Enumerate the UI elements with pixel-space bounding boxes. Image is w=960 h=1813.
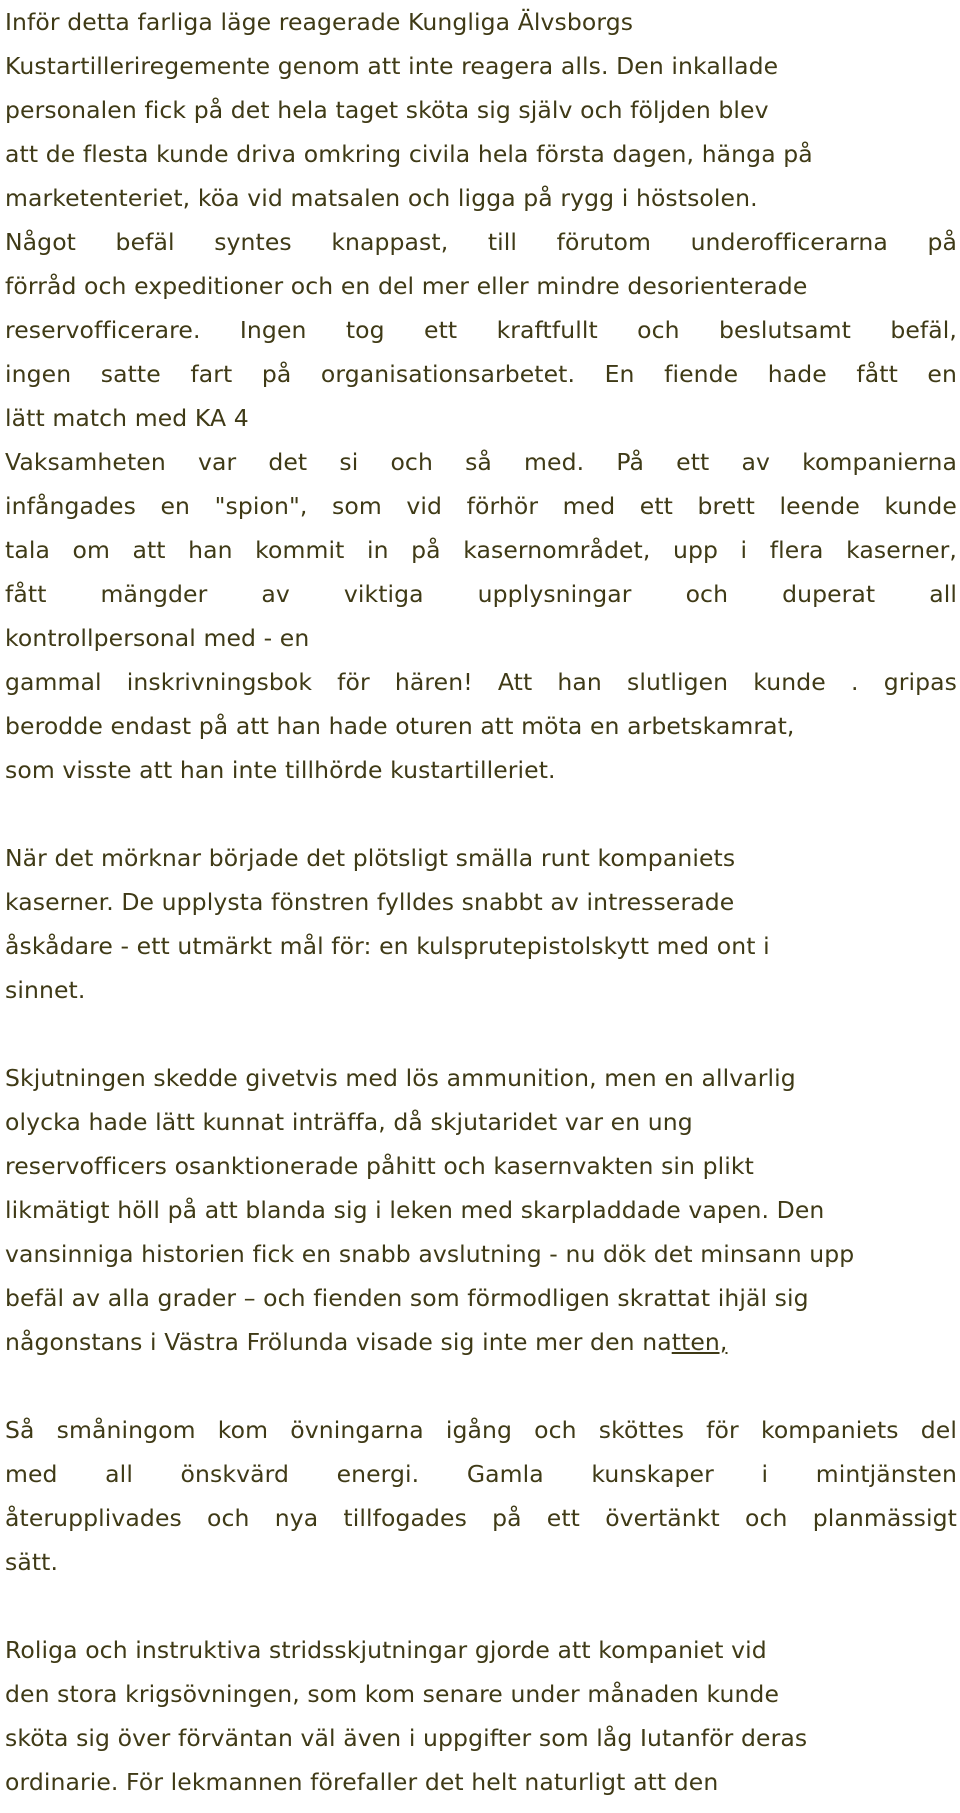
line-text: personalen fick på det hela taget sköta sig själv och följden blev xyxy=(5,96,769,124)
line-text: återupplivades och nya tillfogades på ett övertänkt och planmässigt xyxy=(5,1504,957,1532)
line-text: någonstans i Västra Frölunda visade sig inte mer den na xyxy=(5,1328,672,1356)
text-line xyxy=(5,616,957,660)
text-line xyxy=(5,1276,957,1320)
text-line xyxy=(5,484,957,528)
text-line xyxy=(5,1408,957,1452)
paragraph xyxy=(5,0,957,792)
text-line xyxy=(5,440,957,484)
text-line xyxy=(5,88,957,132)
text-line xyxy=(5,660,957,704)
line-text: kontrollpersonal med - en xyxy=(5,624,310,652)
text-line xyxy=(5,968,957,1012)
paragraph-gap xyxy=(5,1012,957,1056)
text-line xyxy=(5,352,957,396)
text-line xyxy=(5,308,957,352)
text-line xyxy=(5,924,957,968)
line-text: Så småningom kom övningarna igång och sköttes för kompaniets del xyxy=(5,1416,957,1444)
line-text: gammal inskrivningsbok för hären! Att han slutligen kunde . gripas xyxy=(5,668,957,696)
text-line xyxy=(5,704,957,748)
line-text: ingen satte fart på organisationsarbetet. En fiende hade fått en xyxy=(5,360,957,388)
line-text: vansinniga historien fick en snabb avslutning - nu dök det minsann upp xyxy=(5,1240,855,1268)
line-text: kaserner. De upplysta fönstren fylldes snabbt av intresserade xyxy=(5,888,735,916)
text-line xyxy=(5,1320,957,1364)
text-line xyxy=(5,836,957,880)
text-line xyxy=(5,44,957,88)
text-line xyxy=(5,1452,957,1496)
text-line xyxy=(5,1716,957,1760)
paragraph xyxy=(5,1408,957,1584)
line-text: som visste att han inte tillhörde kustartilleriet. xyxy=(5,756,556,784)
line-text: olycka hade lätt kunnat inträffa, då skjutaridet var en ung xyxy=(5,1108,693,1136)
paragraph xyxy=(5,1056,957,1364)
line-text: likmätigt höll på att blanda sig i leken med skarpladdade vapen. Den xyxy=(5,1196,825,1224)
line-text: marketenteriet, köa vid matsalen och ligga på rygg i höstsolen. xyxy=(5,184,758,212)
line-text: förråd och expeditioner och en del mer eller mindre desorienterade xyxy=(5,272,808,300)
line-text: Roliga och instruktiva stridsskjutningar gjorde att kompaniet vid xyxy=(5,1636,767,1664)
paragraph xyxy=(5,1628,957,1804)
text-line xyxy=(5,264,957,308)
text-line xyxy=(5,1496,957,1540)
line-text: Vaksamheten var det si och så med. På ett av kompanierna xyxy=(5,448,957,476)
text-line xyxy=(5,0,957,44)
text-line xyxy=(5,1760,957,1804)
text-line xyxy=(5,1188,957,1232)
line-text: den stora krigsövningen, som kom senare under månaden kunde xyxy=(5,1680,780,1708)
paragraph-gap xyxy=(5,792,957,836)
text-line xyxy=(5,880,957,924)
text-line xyxy=(5,1540,957,1584)
text-line xyxy=(5,572,957,616)
line-text: sätt. xyxy=(5,1548,59,1576)
line-text: reservofficers osanktionerade påhitt och kasernvakten sin plikt xyxy=(5,1152,754,1180)
line-text: När det mörknar började det plötsligt smälla runt kompaniets xyxy=(5,844,736,872)
line-text: att de flesta kunde driva omkring civila hela första dagen, hänga på xyxy=(5,140,813,168)
underlined-text: tten, xyxy=(671,1328,728,1356)
text-line xyxy=(5,1672,957,1716)
text-line xyxy=(5,528,957,572)
paragraph xyxy=(5,836,957,1012)
text-line xyxy=(5,396,957,440)
text-line xyxy=(5,1232,957,1276)
text-line xyxy=(5,1100,957,1144)
line-text: berodde endast på att han hade oturen att möta en arbetskamrat, xyxy=(5,712,795,740)
text-line xyxy=(5,1056,957,1100)
line-text: sinnet. xyxy=(5,976,86,1004)
document-page xyxy=(5,0,957,1804)
text-line xyxy=(5,748,957,792)
line-text: infångades en "spion", som vid förhör med ett brett leende kunde xyxy=(5,492,957,520)
text-line xyxy=(5,1628,957,1672)
paragraph-gap xyxy=(5,1364,957,1408)
line-text: ordinarie. För lekmannen förefaller det helt naturligt att den xyxy=(5,1768,719,1796)
line-text: sköta sig över förväntan väl även i uppgifter som låg Iutanför deras xyxy=(5,1724,808,1752)
text-line xyxy=(5,1144,957,1188)
text-line xyxy=(5,176,957,220)
text-line xyxy=(5,220,957,264)
line-text: fått mängder av viktiga upplysningar och duperat all xyxy=(5,580,957,608)
line-text: Inför detta farliga läge reagerade Kungliga Älvsborgs xyxy=(5,8,634,36)
line-text: befäl av alla grader – och fienden som förmodligen skrattat ihjäl sig xyxy=(5,1284,809,1312)
line-text: lätt match med KA 4 xyxy=(5,404,249,432)
line-text: Kustartilleriregemente genom att inte reagera alls. Den inkallade xyxy=(5,52,779,80)
text-line xyxy=(5,132,957,176)
line-text: reservofficerare. Ingen tog ett kraftfullt och beslutsamt befäl, xyxy=(5,316,957,344)
paragraph-gap xyxy=(5,1584,957,1628)
line-text: med all önskvärd energi. Gamla kunskaper i mintjänsten xyxy=(5,1460,957,1488)
line-text: Något befäl syntes knappast, till förutom underofficerarna på xyxy=(5,228,957,256)
line-text: åskådare - ett utmärkt mål för: en kulsprutepistolskytt med ont i xyxy=(5,932,770,960)
line-text: Skjutningen skedde givetvis med lös ammunition, men en allvarlig xyxy=(5,1064,796,1092)
line-text: tala om att han kommit in på kasernområdet, upp i flera kaserner, xyxy=(5,536,957,564)
